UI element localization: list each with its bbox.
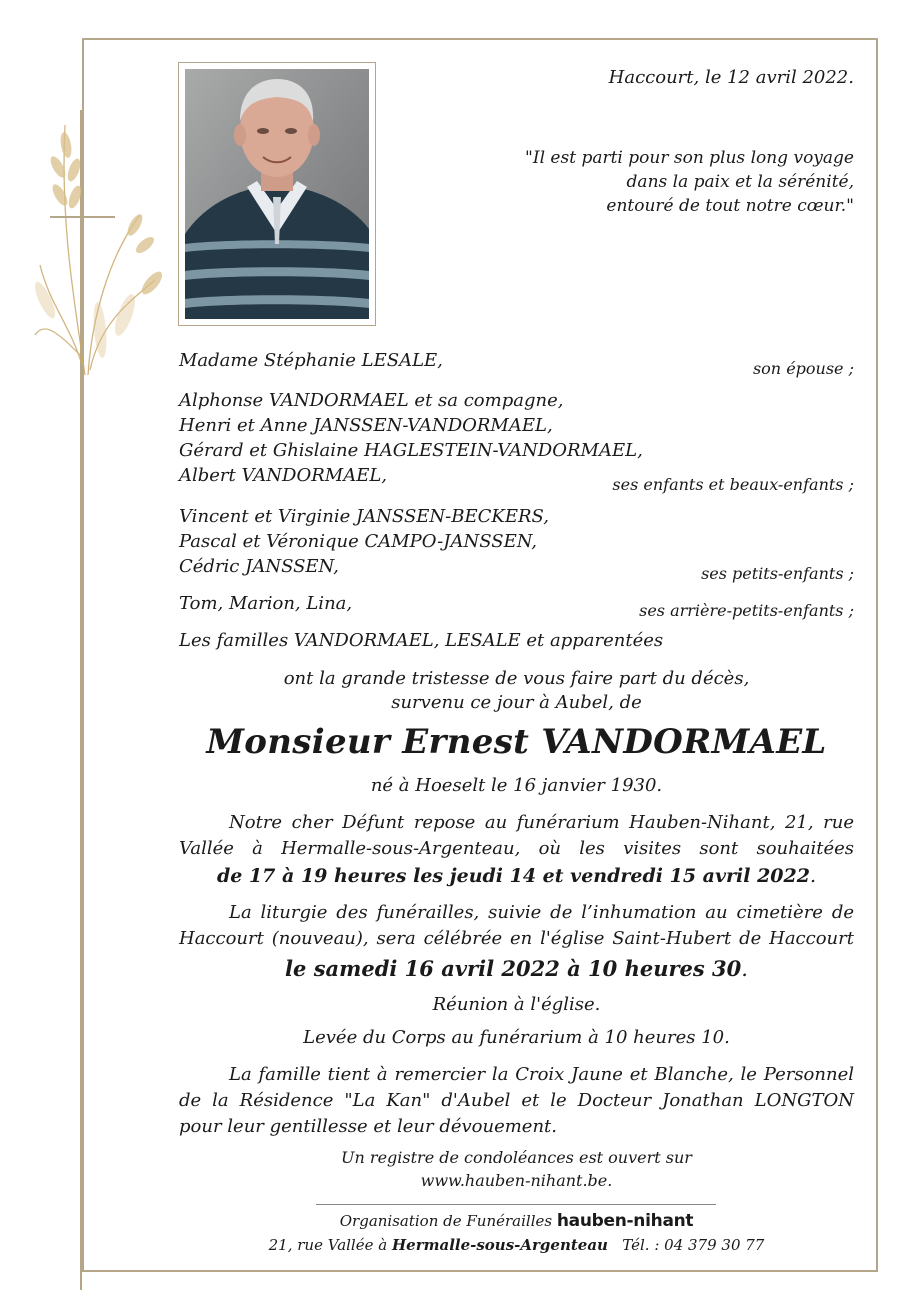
funeral-date-text: le samedi 16 avril 2022 à 10 heures 30 (285, 956, 742, 981)
address-prefix: 21, rue Vallée à (268, 1236, 388, 1254)
funeral-paragraph (179, 900, 854, 952)
registry (179, 1146, 854, 1192)
list-item: Vincent et Virginie JANSSEN-BECKERS, (179, 506, 549, 527)
announcement-line: survenu ce jour à Aubel, de (391, 692, 642, 713)
grandchildren-relation: ses petits-enfants ; (701, 564, 854, 583)
visits-paragraph (179, 810, 854, 862)
registry-line: Un registre de condoléances est ouvert sur (341, 1148, 692, 1167)
announcement (179, 667, 854, 715)
brand-logo: hauben-nihant (556, 1211, 694, 1231)
list-item: Albert VANDORMAEL, (179, 465, 388, 486)
funeral-line: La liturgie des funérailles, suivie de l’inhumation au cimetière de (229, 902, 854, 923)
list-item: Henri et Anne JANSSEN-VANDORMAEL, (179, 415, 553, 436)
phone: Tél. : 04 379 30 77 (622, 1236, 765, 1254)
visits-line: Notre cher Défunt repose au funérarium Hauben-Nihant, 21, rue (229, 812, 854, 833)
list-item: Alphonse VANDORMAEL et sa compagne, (179, 390, 564, 411)
thanks-paragraph (179, 1062, 854, 1140)
visits-hours (179, 865, 854, 887)
quote-line: entouré de tout notre cœur." (606, 196, 854, 216)
visits-hours-text: de 17 à 19 heures les jeudi 14 et vendredi 15 avril 2022 (216, 865, 810, 887)
great-grandchildren-relation: ses arrière-petits-enfants ; (639, 601, 854, 620)
visits-period: . (809, 865, 817, 887)
spouse-name: Madame Stéphanie LESALE, (179, 350, 443, 371)
portrait-photo (185, 69, 369, 319)
thanks-line: La famille tient à remercier la Croix Jaune et Blanche, le Personnel (229, 1064, 854, 1085)
quote-line: dans la paix et la sérénité, (626, 172, 854, 192)
meeting-line: Réunion à l'église. (432, 994, 601, 1015)
grandchildren-list (179, 504, 549, 579)
place-date: Haccourt, le 12 avril 2022. (608, 67, 854, 88)
birth-line: né à Hoeselt le 16 janvier 1930. (370, 775, 663, 796)
footer-org (179, 1211, 854, 1231)
org-label: Organisation de Funérailles (339, 1212, 553, 1230)
list-item: Pascal et Véronique CAMPO-JANSSEN, (179, 531, 538, 552)
thanks-line: pour leur gentillesse et leur dévouement. (179, 1116, 558, 1137)
levee-line: Levée du Corps au funérarium à 10 heures 10. (303, 1027, 730, 1048)
announcement-line: ont la grande tristesse de vous faire part du décès, (283, 668, 750, 689)
great-grandchildren-names: Tom, Marion, Lina, (179, 593, 353, 614)
list-item: Gérard et Ghislaine HAGLESTEIN-VANDORMAEL, (179, 440, 643, 461)
children-relation: ses enfants et beaux-enfants ; (612, 475, 854, 494)
wheat-cross-ornament (30, 105, 165, 385)
spouse-relation: son épouse ; (752, 359, 854, 378)
portrait-frame (178, 62, 376, 326)
funeral-line: Haccourt (nouveau), sera célébrée en l'église Saint-Hubert de Haccourt (179, 928, 854, 949)
address-town: Hermalle-sous-Argenteau (391, 1236, 608, 1254)
families-line: Les familles VANDORMAEL, LESALE et apparentées (179, 630, 664, 651)
thanks-line: de la Résidence "La Kan" d'Aubel et le Docteur Jonathan LONGTON (179, 1090, 854, 1111)
visits-line: Vallée à Hermalle-sous-Argenteau, où les visites sont souhaitées (179, 838, 854, 859)
footer-address (179, 1236, 854, 1254)
quote-line: "Il est parti pour son plus long voyage (525, 148, 854, 168)
children-list (179, 388, 643, 488)
footer-divider (316, 1204, 716, 1205)
registry-url[interactable]: www.hauben-nihant.be. (420, 1171, 613, 1190)
quote (525, 146, 854, 218)
funeral-date (179, 956, 854, 981)
list-item: Cédric JANSSEN, (179, 556, 339, 577)
funeral-period: . (741, 957, 748, 981)
deceased-name: Monsieur Ernest VANDORMAEL (206, 722, 827, 762)
